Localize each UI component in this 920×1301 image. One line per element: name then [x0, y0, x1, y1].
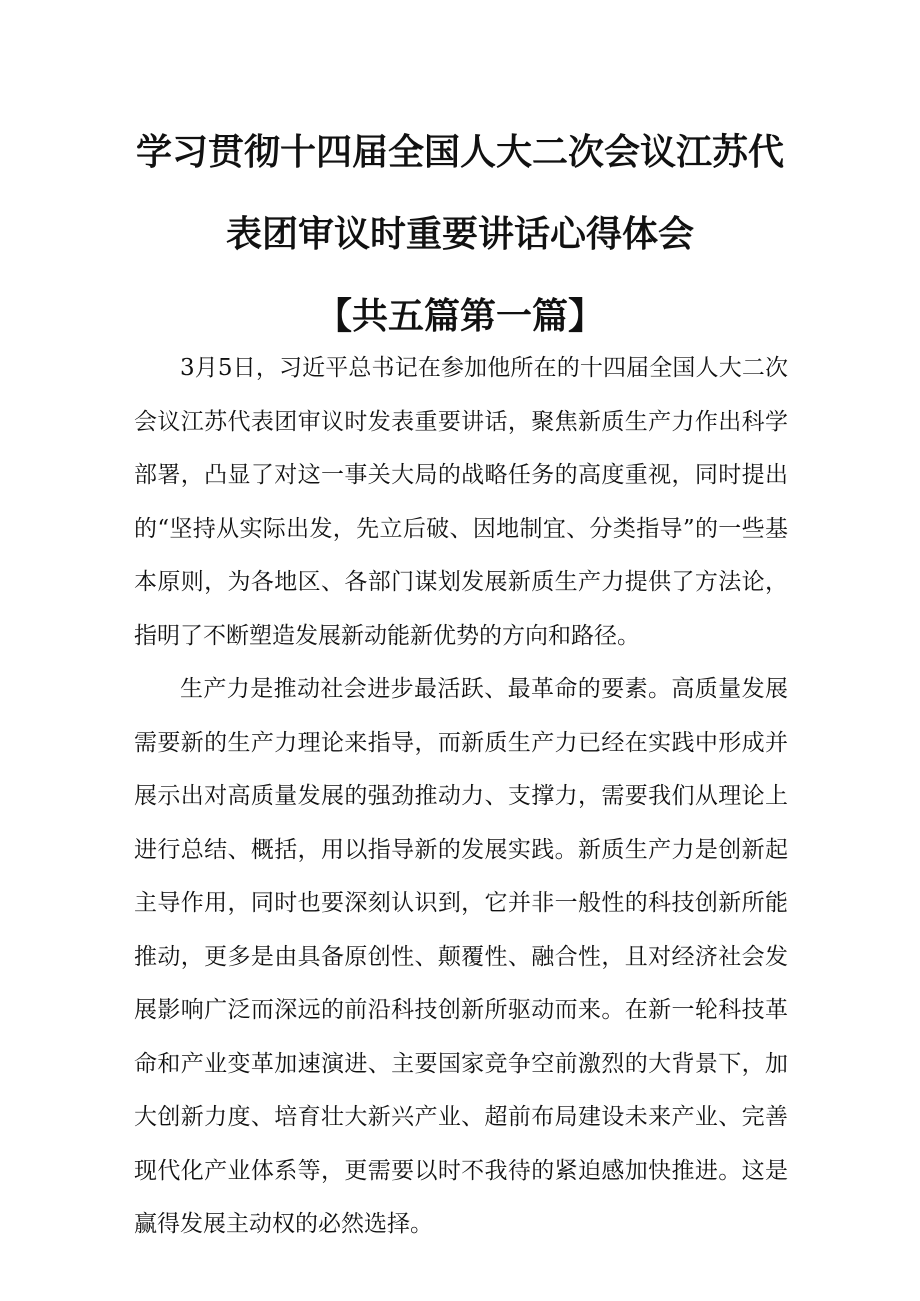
document-body [134, 342, 788, 1252]
title-line-1: 学习贯彻十四届全国人大二次会议江苏代 [135, 132, 784, 173]
title-line-2: 表团审议时重要讲话心得体会 [225, 214, 694, 255]
paragraph-2: 生产力是推动社会进步最活跃、最革命的要素。高质量发展需要新的生产力理论来指导，而新质生产力已经在实践中形成并展示出对高质量发展的强劲推动力、支撑力，需要我们从理论上进行总结、概括，用以指导新的发展实践。新质生产力是创新起主导作用，同时也要深刻认识到，它并非一般性的科技创新所能推动，更多是由具备原创性、颠覆性、融合性，且对经济社会发展影响广泛而深远的前沿科技创新所驱动而来。在新一轮科技革命和产业变革加速演进、主要国家竞争空前激烈的大背景下，加大创新力度、培育壮大新兴产业、超前布局建设未来产业、完善现代化产业体系等，更需要以时不我待的紧迫感加快推进。这是赢得发展主动权的必然选择。 [134, 676, 788, 1237]
document-title [0, 112, 920, 358]
paragraph-1: 3月5日，习近平总书记在参加他所在的十四届全国人大二次会议江苏代表团审议时发表重要讲话，聚焦新质生产力作出科学部署，凸显了对这一事关大局的战略任务的高度重视，同时提出的“坚持从实际出发，先立后破、因地制宜、分类指导”的一些基本原则，为各地区、各部门谋划发展新质生产力提供了方法论，指明了不断塑造发展新动能新优势的方向和路径。 [134, 355, 788, 649]
title-line-3: 【共五篇第一篇】 [315, 296, 604, 337]
